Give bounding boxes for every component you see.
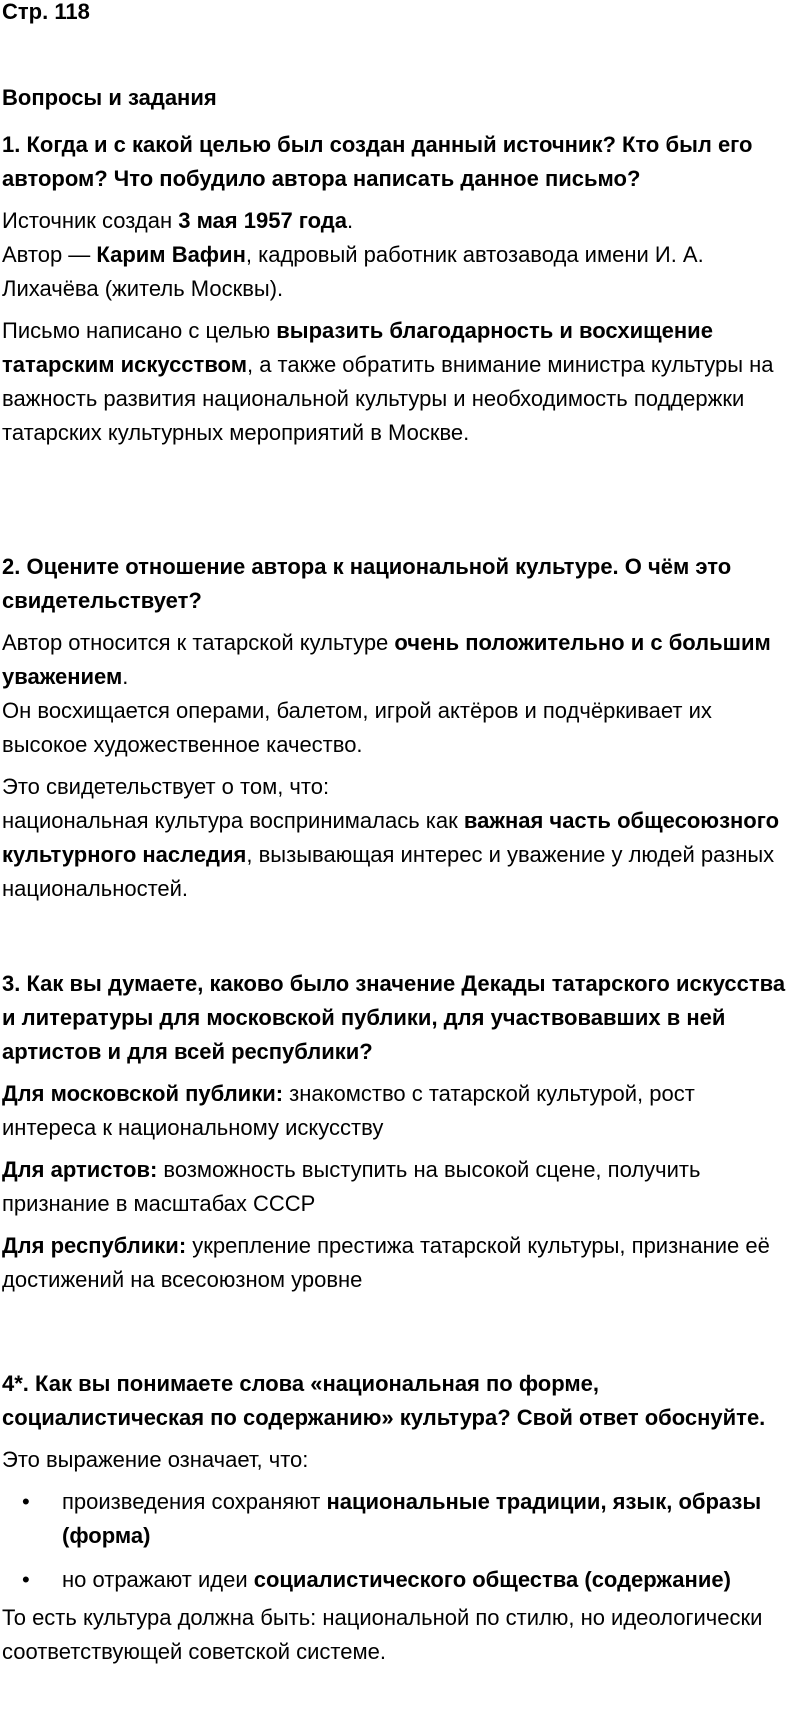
bullet-icon: • [22,1567,30,1592]
question-2-answer-attitude [2,626,787,762]
answer-text: Письмо написано с целью [2,318,277,343]
question-1-answer-source [2,204,787,306]
answer-text: . [122,664,129,689]
answer-text: . [347,208,354,233]
item-label: Для артистов: [2,1157,158,1182]
item-label: Для московской публики: [2,1081,284,1106]
section-title: Вопросы и задания [2,85,217,110]
page-number: Стр. 118 [2,0,90,24]
question-1 [2,128,787,458]
question-3-item-artists [2,1153,787,1221]
question-1-title: 1. Когда и с какой целью был создан данный источник? Кто был его автором? Что побудило автора написать данное письмо? [2,132,753,191]
list-item [2,1485,787,1553]
item-text: укрепление престижа татарской культуры, признание её достижений на всесоюзном уровне [2,1233,770,1292]
answer-text: но отражают идеи [62,1567,254,1592]
answer-text: Это свидетельствует о том, что: [2,774,330,799]
answer-text: , вызывающая интерес и уважение у людей разных национальностей. [2,842,775,901]
question-2 [2,550,787,914]
question-4-title: 4*. Как вы понимаете слова «национальная по форме, социалистическая по содержанию» культура? Свой ответ обоснуйте. [2,1371,766,1430]
item-text: знакомство с татарской культурой, рост интереса к национальному искусству [2,1081,695,1140]
item-text: возможность выступить на высокой сцене, получить признание в масштабах СССР [2,1157,701,1216]
question-3-title: 3. Как вы думаете, каково было значение Декады татарского искусства и литературы для московской публики, для участвовавших в ней артистов и для всей республики? [2,971,786,1064]
question-3 [2,967,787,1305]
answer-emphasis: социалистического общества (содержание) [253,1567,731,1592]
question-2-answer-meaning [2,770,787,906]
item-label: Для республики: [2,1233,187,1258]
answer-text: Он восхищается операми, балетом, игрой актёров и подчёркивает их высокое художественное качество. [2,698,712,757]
answer-emphasis: национальные традиции, язык, образы (форма) [62,1489,762,1548]
answer-text: Источник создан [2,208,179,233]
answer-text: Автор относится к татарской культуре [2,630,395,655]
answer-text: , кадровый работник автозавода имени И. А. Лихачёва (житель Москвы). [2,242,704,301]
question-4-conclusion: То есть культура должна быть: национальной по стилю, но идеологически соответствующей советской системе. [2,1605,763,1664]
answer-emphasis: Карим Вафин [96,242,246,267]
answer-emphasis: 3 мая 1957 года [178,208,348,233]
answer-text: Автор — [2,242,97,267]
question-4 [2,1367,787,1677]
answer-text: , а также обратить внимание министра культуры на важность развития национальной культуры и необходимость поддержки татарских культурных мероприятий в Москве. [2,352,774,445]
answer-emphasis: выразить благодарность и восхищение татарским искусством [2,318,713,377]
list-item [2,1563,787,1597]
question-4-intro: Это выражение означает, что: [2,1447,309,1472]
question-2-title: 2. Оцените отношение автора к национальной культуре. О чём это свидетельствует? [2,554,732,613]
answer-emphasis: важная часть общесоюзного культурного наследия [2,808,780,867]
question-3-item-republic [2,1229,787,1297]
answer-text: национальная культура воспринималась как [2,808,464,833]
question-4-bullet-list [2,1485,787,1597]
question-1-answer-purpose [2,314,787,450]
answer-text: произведения сохраняют [62,1489,327,1514]
question-3-item-public [2,1077,787,1145]
answer-emphasis: очень положительно и с большим уважением [2,630,771,689]
bullet-icon: • [22,1489,30,1514]
